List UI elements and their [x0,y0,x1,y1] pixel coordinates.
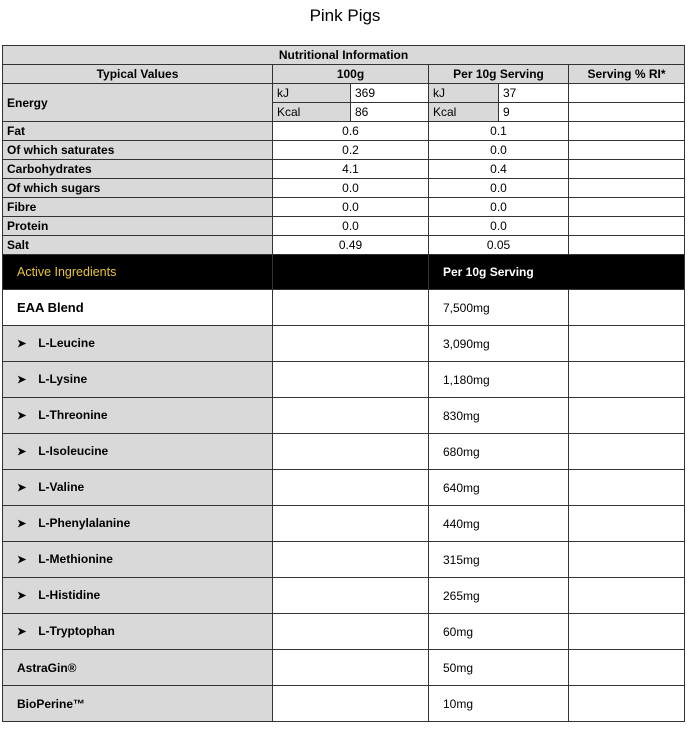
kj-label-serving: kJ [429,84,499,103]
nutrient-label: Protein [3,217,273,236]
empty-cell [569,650,685,686]
active-ingredients-heading: Active Ingredients [3,255,273,290]
ri-cell [569,236,685,255]
arrowhead-icon: ➤ [17,338,27,350]
ingredient-label: L-Valine [38,480,85,494]
empty-cell [569,290,685,326]
empty-cell [569,470,685,506]
ingredient-label: L-Tryptophan [38,624,115,638]
nutrient-100g: 0.2 [273,141,429,160]
ri-cell [569,198,685,217]
empty-cell [569,362,685,398]
arrowhead-icon: ➤ [17,482,27,494]
nutrient-label: Fat [3,122,273,141]
ingredient-row [3,650,685,686]
page-title: Pink Pigs [309,6,381,25]
empty-cell [273,542,429,578]
kcal-label-serving: Kcal [429,103,499,122]
ingredient-value: 680mg [429,434,569,470]
ingredient-row [3,542,685,578]
nutrient-label: Fibre [3,198,273,217]
empty-cell [273,326,429,362]
nutrient-label: Of which saturates [3,141,273,160]
arrowhead-icon: ➤ [17,374,27,386]
col-100g: 100g [273,65,429,84]
nutrition-heading: Nutritional Information [3,46,685,65]
col-per-serving: Per 10g Serving [429,65,569,84]
nutrient-serving: 0.1 [429,122,569,141]
ingredient-label: L-Isoleucine [38,444,109,458]
energy-label: Energy [3,84,273,122]
nutrient-serving: 0.4 [429,160,569,179]
ingredient-label: L-Methionine [38,552,113,566]
ingredient-value: 440mg [429,506,569,542]
nutrient-100g: 0.0 [273,198,429,217]
kj-serving: 37 [499,84,569,103]
empty-cell [273,578,429,614]
kcal-label-100g: Kcal [273,103,351,122]
ingredient-row [3,470,685,506]
arrowhead-icon: ➤ [17,626,27,638]
kcal-serving: 9 [499,103,569,122]
ingredient-value: 640mg [429,470,569,506]
ingredient-row [3,614,685,650]
ingredient-row [3,326,685,362]
ri-cell [569,122,685,141]
empty-cell [569,578,685,614]
nutrient-serving: 0.0 [429,217,569,236]
nutrient-serving: 0.0 [429,198,569,217]
ri-cell [569,103,685,122]
arrowhead-icon: ➤ [17,446,27,458]
ingredient-value: 50mg [429,650,569,686]
empty-cell [273,470,429,506]
nutrient-serving: 0.0 [429,141,569,160]
ri-cell [569,141,685,160]
ingredient-label: AstraGin® [3,650,273,686]
active-per-serving-heading: Per 10g Serving [429,255,685,290]
nutrient-serving: 0.0 [429,179,569,198]
arrowhead-icon: ➤ [17,554,27,566]
empty-cell [569,542,685,578]
arrowhead-icon: ➤ [17,590,27,602]
ingredient-value: 265mg [429,578,569,614]
nutrient-100g: 0.6 [273,122,429,141]
arrowhead-icon: ➤ [17,410,27,422]
kj-100g: 369 [351,84,429,103]
empty-cell [273,362,429,398]
eaa-blend-label: EAA Blend [3,290,273,326]
ingredient-row [3,398,685,434]
ingredient-label: L-Threonine [38,408,108,422]
empty-cell [569,614,685,650]
empty-cell [569,434,685,470]
ingredient-value: 1,180mg [429,362,569,398]
empty-cell [569,686,685,722]
ingredient-row [3,362,685,398]
nutrient-serving: 0.05 [429,236,569,255]
empty-cell [569,506,685,542]
nutrient-100g: 0.0 [273,179,429,198]
empty-cell [273,506,429,542]
empty-cell [569,398,685,434]
ingredient-value: 830mg [429,398,569,434]
ingredient-value: 3,090mg [429,326,569,362]
ingredient-label: L-Leucine [38,336,95,350]
col-typical-values: Typical Values [3,65,273,84]
ingredient-row [3,290,685,326]
ri-cell [569,84,685,103]
empty-cell [273,398,429,434]
nutrient-100g: 0.49 [273,236,429,255]
nutrient-label: Salt [3,236,273,255]
empty-cell [569,326,685,362]
ingredient-value: 315mg [429,542,569,578]
ingredient-label: BioPerine™ [3,686,273,722]
empty-cell [273,434,429,470]
ri-cell [569,217,685,236]
nutrient-label: Carbohydrates [3,160,273,179]
ingredient-label: L-Histidine [38,588,101,602]
nutrition-table [2,45,685,722]
ingredient-value: 10mg [429,686,569,722]
ingredient-row [3,506,685,542]
ingredient-row [3,434,685,470]
ingredient-label: L-Phenylalanine [38,516,131,530]
active-empty-cell [273,255,429,290]
ingredient-row [3,686,685,722]
kj-label-100g: kJ [273,84,351,103]
nutrient-label: Of which sugars [3,179,273,198]
ingredient-value: 60mg [429,614,569,650]
col-ri: Serving % RI* [569,65,685,84]
ingredient-row [3,578,685,614]
empty-cell [273,686,429,722]
arrowhead-icon: ➤ [17,518,27,530]
ri-cell [569,179,685,198]
empty-cell [273,650,429,686]
empty-cell [273,290,429,326]
eaa-blend-value: 7,500mg [429,290,569,326]
kcal-100g: 86 [351,103,429,122]
nutrient-100g: 0.0 [273,217,429,236]
nutrient-100g: 4.1 [273,160,429,179]
ri-cell [569,160,685,179]
ingredient-label: L-Lysine [38,372,88,386]
empty-cell [273,614,429,650]
